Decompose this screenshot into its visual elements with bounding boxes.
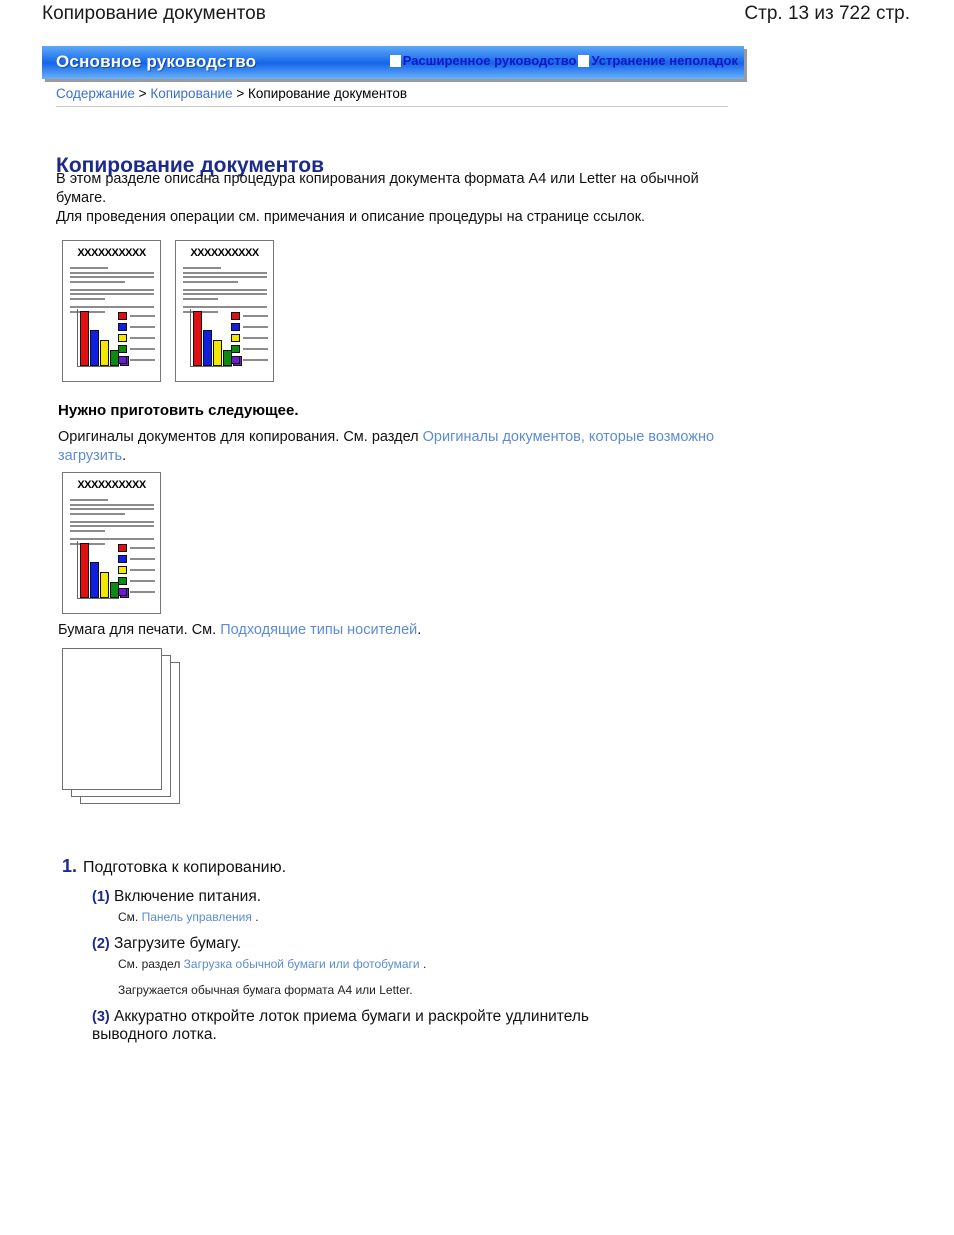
page-pagination: Стр. 13 из 722 стр. bbox=[744, 3, 910, 24]
substep-2-note-before: См. раздел bbox=[118, 957, 184, 971]
doc-thumb-title: XXXXXXXXXX bbox=[77, 479, 146, 491]
banner-links bbox=[390, 53, 740, 68]
originals-link[interactable]: Оригиналы документов, которые возможно загрузить bbox=[58, 429, 715, 464]
paper-text-before: Бумага для печати. См. bbox=[58, 622, 221, 638]
doc-thumb-title: XXXXXXXXXX bbox=[77, 247, 146, 259]
control-panel-link[interactable]: Панель управления bbox=[141, 910, 252, 924]
substep-3-title: Аккуратно откройте лоток приема бумаги и раскройте удлинитель выводного лотка. bbox=[92, 1008, 589, 1043]
banner-link-advanced-guide[interactable] bbox=[390, 53, 577, 68]
page-header bbox=[0, 0, 954, 34]
breadcrumb-separator: > bbox=[138, 86, 147, 101]
doc-thumb-chart-legend bbox=[118, 544, 155, 599]
substep-1-note-after: . bbox=[255, 910, 259, 924]
substep-1-title: Включение питания. bbox=[114, 888, 262, 905]
page-header-title: Копирование документов bbox=[42, 3, 266, 24]
doc-thumb-bar-chart bbox=[184, 309, 233, 373]
banner-link-troubleshooting-label: Устранение неполадок bbox=[591, 53, 738, 68]
breadcrumb-item-current: Копирование документов bbox=[248, 86, 408, 101]
white-square-bullet-icon bbox=[578, 55, 589, 67]
prepare-section-heading: Нужно приготовить следующее. bbox=[58, 402, 299, 419]
substep-2-title: Загрузите бумагу. bbox=[114, 935, 242, 952]
intro-paragraph bbox=[56, 170, 716, 227]
substep-1-note-before: См. bbox=[118, 910, 142, 924]
document-thumbnail-original bbox=[62, 240, 161, 382]
step-1 bbox=[62, 856, 286, 877]
substep-2-extra-note: Загружается обычная бумага формата A4 или Letter. bbox=[118, 983, 413, 997]
page-title: Копирование документов bbox=[56, 154, 325, 178]
intro-line-2: Для проведения операции см. примечания и описание процедуры на странице ссылок. bbox=[56, 209, 646, 225]
breadcrumb bbox=[56, 86, 407, 101]
guide-banner bbox=[42, 46, 744, 79]
substep-2-number: (2) bbox=[92, 936, 110, 952]
substep-2 bbox=[92, 935, 672, 953]
banner-link-advanced-guide-label: Расширенное руководство bbox=[402, 53, 577, 68]
substep-3-number: (3) bbox=[92, 1009, 110, 1025]
doc-thumb-chart-legend bbox=[231, 312, 268, 367]
breadcrumb-item-copying[interactable]: Копирование bbox=[150, 86, 233, 101]
breadcrumb-item-contents[interactable]: Содержание bbox=[56, 86, 135, 101]
paper-stack-illustration bbox=[62, 648, 184, 808]
breadcrumb-divider bbox=[56, 106, 728, 107]
substep-1 bbox=[92, 888, 672, 906]
doc-thumb-chart-legend bbox=[118, 312, 155, 367]
banner-title: Основное руководство bbox=[56, 52, 257, 71]
banner-link-troubleshooting[interactable] bbox=[578, 53, 738, 68]
paper-description bbox=[58, 621, 728, 640]
substep-2-note bbox=[118, 957, 426, 971]
white-square-bullet-icon bbox=[390, 55, 401, 67]
originals-text-after: . bbox=[122, 448, 127, 464]
doc-thumb-bar-chart bbox=[71, 541, 120, 605]
document-thumbnail-originals bbox=[62, 472, 161, 614]
substep-1-note bbox=[118, 910, 259, 924]
doc-thumb-title: XXXXXXXXXX bbox=[190, 247, 259, 259]
load-paper-link[interactable]: Загрузка обычной бумаги или фотобумаги bbox=[183, 957, 420, 971]
paper-text-after: . bbox=[417, 622, 422, 638]
breadcrumb-separator: > bbox=[236, 86, 245, 101]
paper-sheet-front bbox=[62, 648, 162, 790]
originals-text-before: Оригиналы документов для копирования. См. раздел bbox=[58, 429, 423, 445]
substep-1-number: (1) bbox=[92, 889, 110, 905]
step-1-number: 1. bbox=[62, 856, 78, 876]
step-1-title: Подготовка к копированию. bbox=[83, 859, 287, 876]
document-thumbnail-copy bbox=[175, 240, 274, 382]
originals-description bbox=[58, 428, 728, 466]
substep-3 bbox=[92, 1008, 662, 1044]
doc-thumb-bar-chart bbox=[71, 309, 120, 373]
intro-line-1: В этом разделе описана процедура копирования документа формата A4 или Letter на обычной бумаге. bbox=[56, 171, 699, 206]
substep-2-note-after: . bbox=[422, 957, 427, 971]
paper-types-link[interactable]: Подходящие типы носителей bbox=[220, 622, 418, 638]
